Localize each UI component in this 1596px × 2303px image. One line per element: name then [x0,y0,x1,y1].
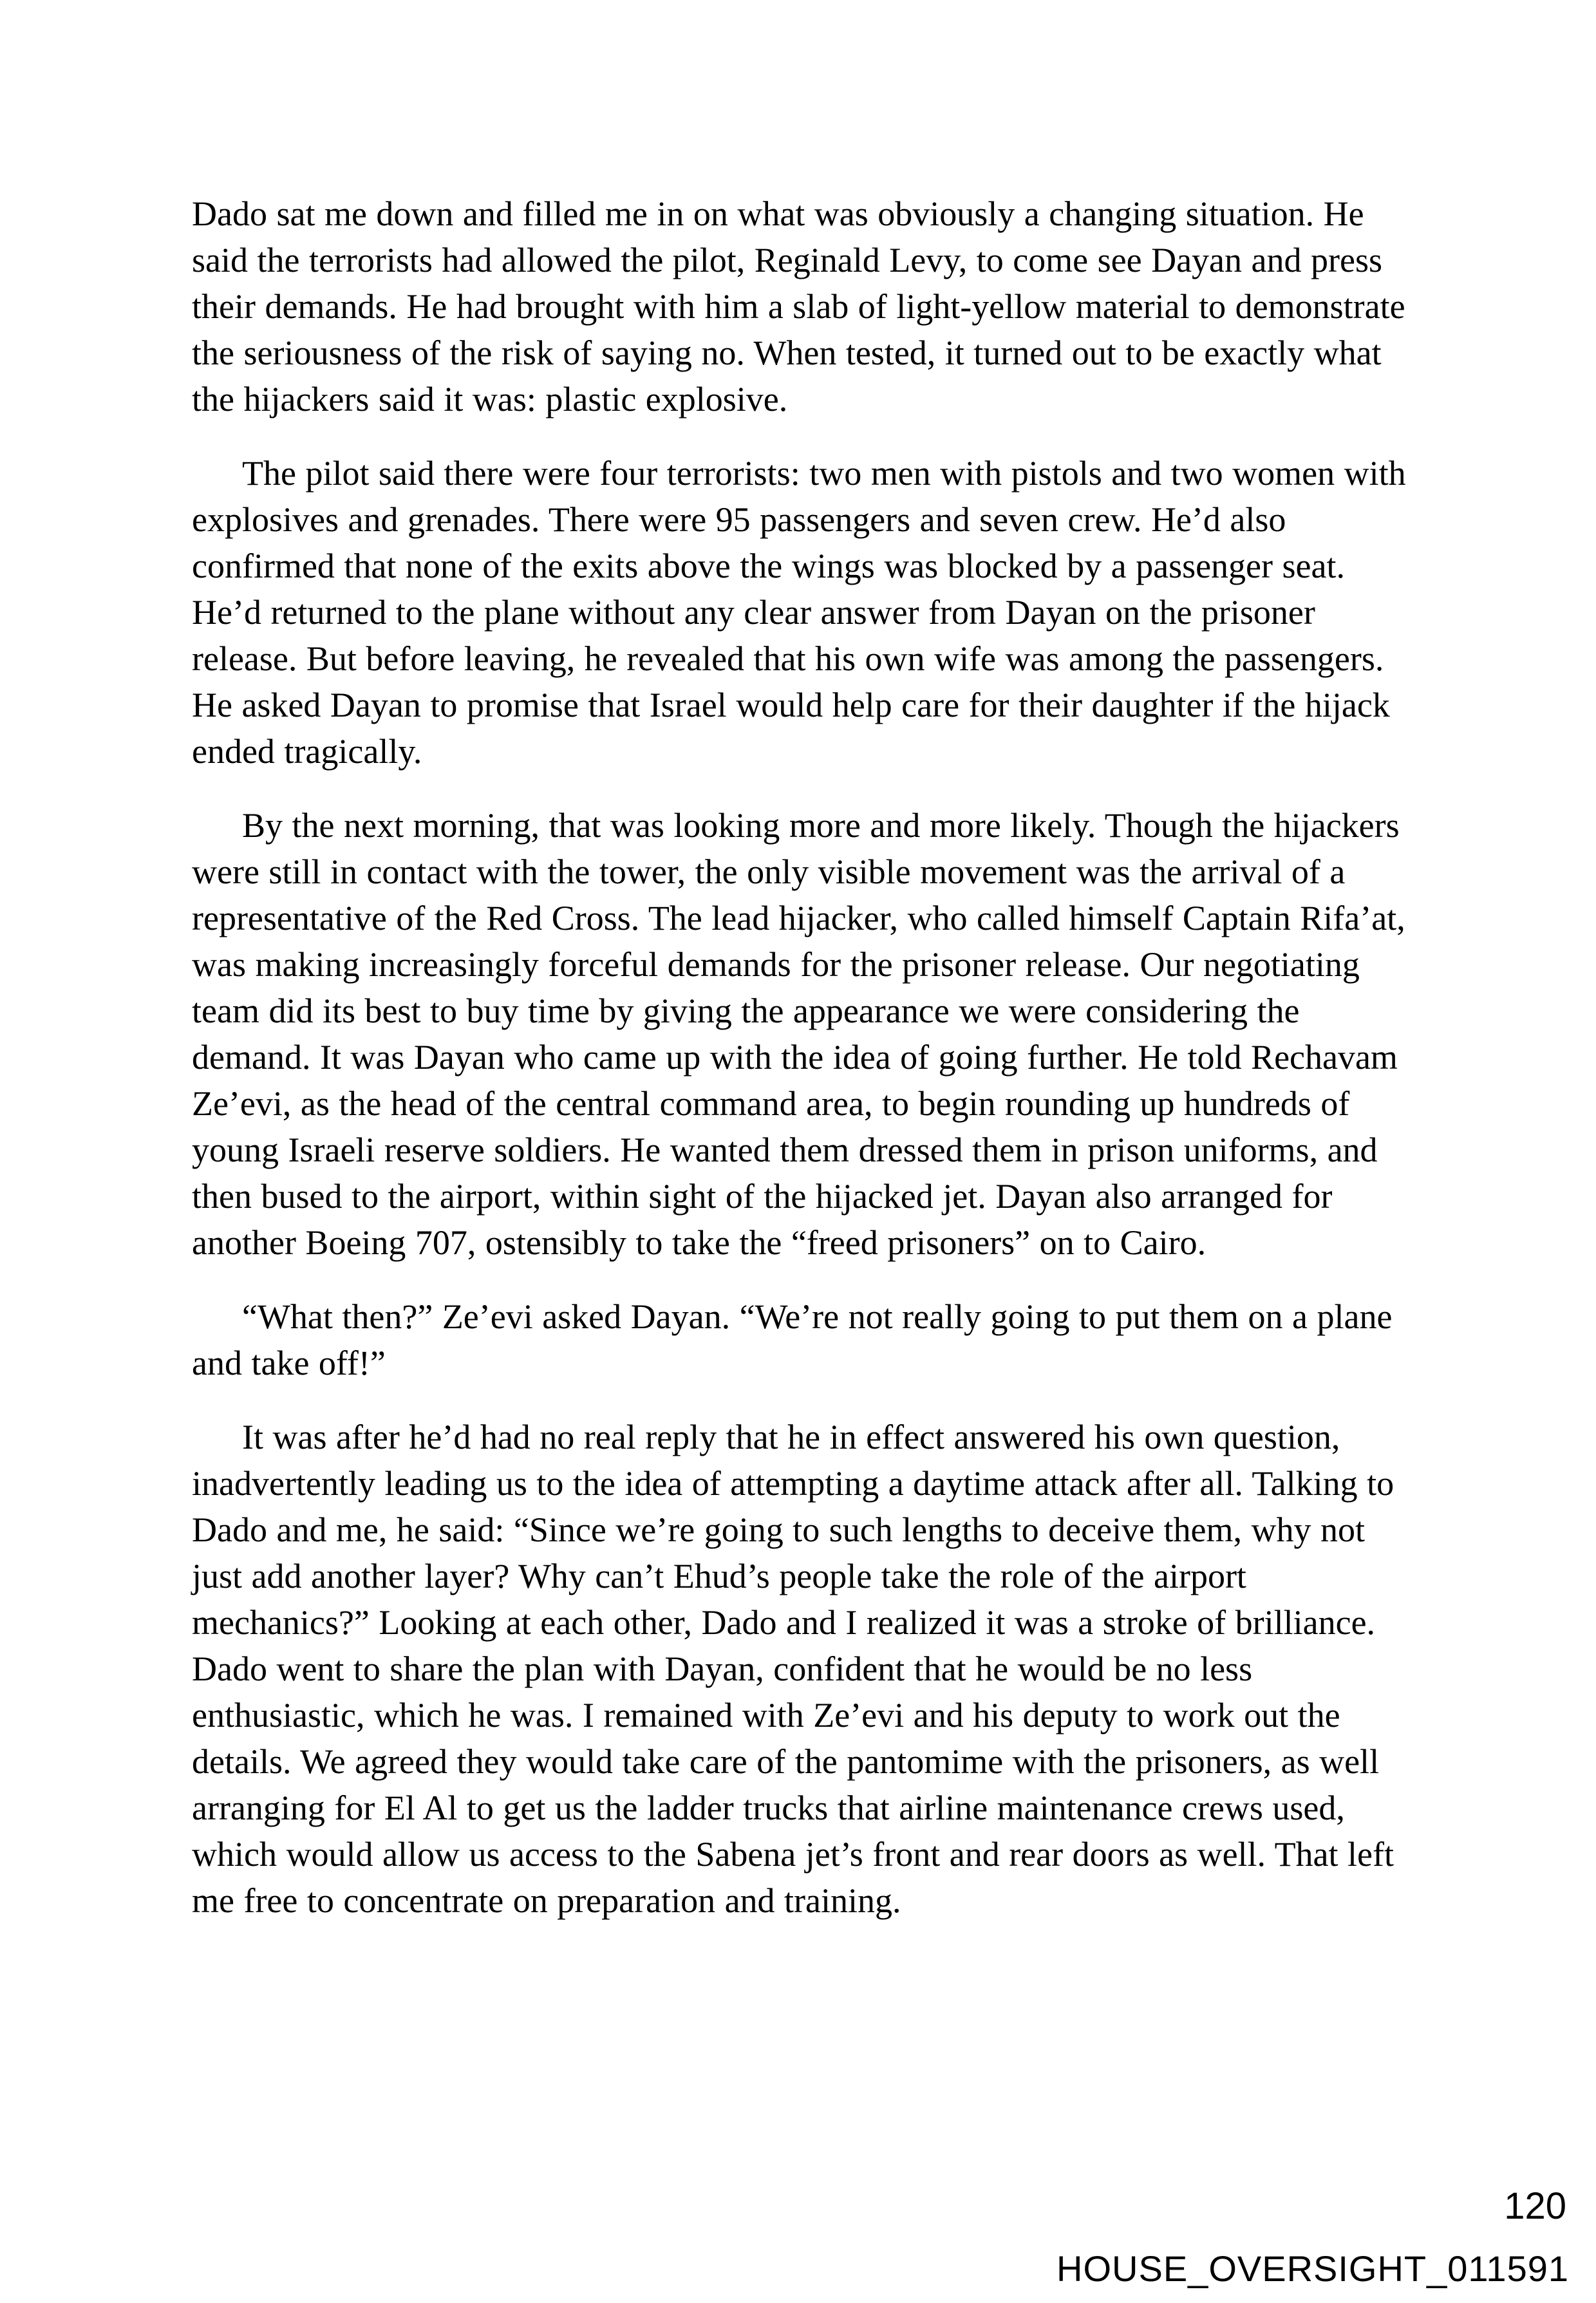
body-paragraph: It was after he’d had no real reply that he in effect answered his own question, inadvertently leading us to the idea of attempting a daytime attack after all. Talking to Dado and me, he said: “Since we’re going to such lengths to deceive them, why not just add another layer? Why can’t Ehud’s people take the role of the airport mechanics?” Looking at each other, Dado and I realized it was a stroke of brilliance. Dado went to share the plan with Dayan, confident that he would be no less enthusiastic, which he was. I remained with Ze’evi and his deputy to work out the details. We agreed they would take care of the pantomime with the prisoners, as well arranging for El Al to get us the ladder trucks that airline maintenance crews used, which would allow us access to the Sabena jet’s front and rear doors as well. That left me free to concentrate on preparation and training. [192,1418,1394,1920]
body-paragraph: Dado sat me down and filled me in on what was obviously a changing situation. He said the terrorists had allowed the pilot, Reginald Levy, to come see Dayan and press their demands. He had brought with him a slab of light-yellow material to demonstrate the seriousness of the risk of saying no. When tested, it turned out to be exactly what the hijackers said it was: plastic explosive. [192,194,1405,418]
body-paragraph: By the next morning, that was looking more and more likely. Though the hijackers were still in contact with the tower, the only visible movement was the arrival of a representative of the Red Cross. The lead hijacker, who called himself Captain Rifa’at, was making increasingly forceful demands for the prisoner release. Our negotiating team did its best to buy time by giving the appearance we were considering the demand. It was Dayan who came up with the idea of going further. He told Rechavam Ze’evi, as the head of the central command area, to begin rounding up hundreds of young Israeli reserve soldiers. He wanted them dressed them in prison uniforms, and then bused to the airport, within sight of the hijacked jet. Dayan also arranged for another Boeing 707, ostensibly to take the “freed prisoners” on to Cairo. [192,806,1405,1262]
body-paragraph: The pilot said there were four terrorists: two men with pistols and two women with explosives and grenades. There were 95 passengers and seven crew. He’d also confirmed that none of the exits above the wings was blocked by a passenger seat. He’d returned to the plane without any clear answer from Dayan on the prisoner release. But before leaving, he revealed that his own wife was among the passengers. He asked Dayan to promise that Israel would help care for their daughter if the hijack ended tragically. [192,454,1406,771]
bates-stamp: HOUSE_OVERSIGHT_011591 [1056,2248,1569,2289]
page-number: 120 [1504,2185,1566,2227]
page-body-text [192,191,1415,1951]
body-paragraph: “What then?” Ze’evi asked Dayan. “We’re not really going to put them on a plane and take off!” [192,1297,1393,1382]
